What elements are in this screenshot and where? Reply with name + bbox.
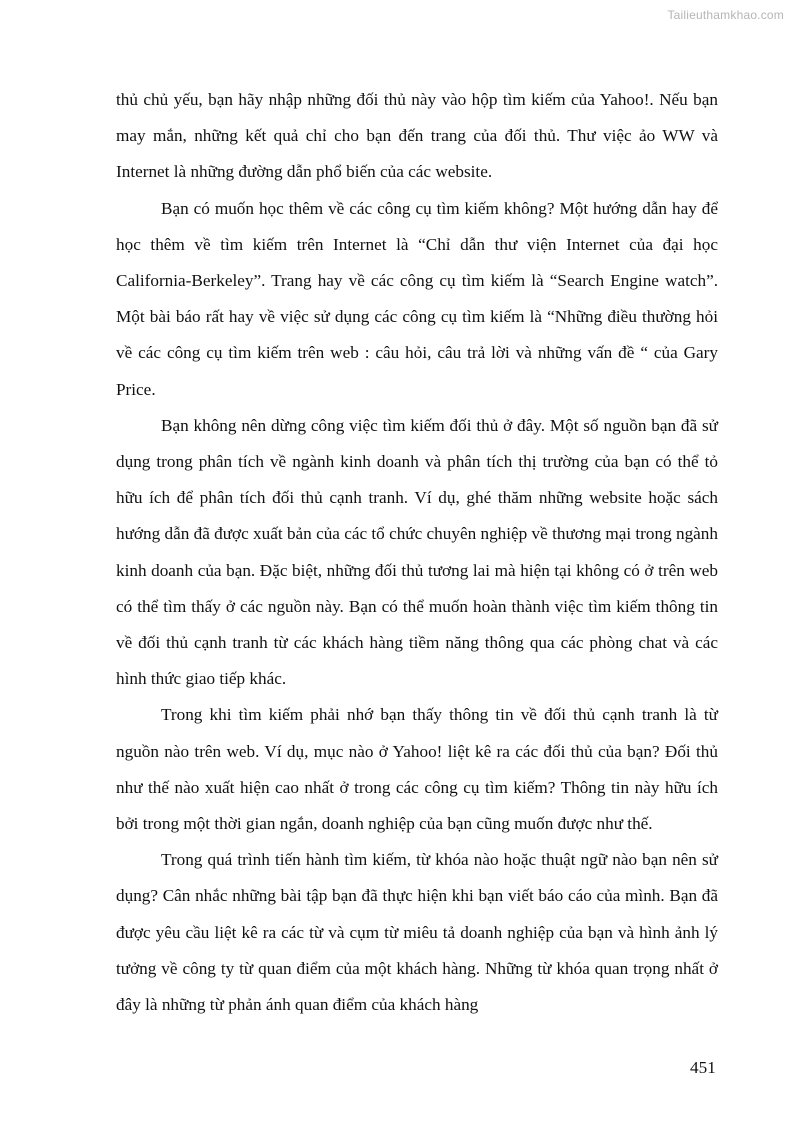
paragraph-continuation: thủ chủ yếu, bạn hãy nhập những đối thủ này vào hộp tìm kiếm của Yahoo!. Nếu bạn may mắn, những kết quả chỉ cho bạn đến trang của đối thủ. Thư việc ảo WW và Internet là những đường dẫn phổ biến của các website. bbox=[116, 90, 718, 182]
paragraph-other-sources: Bạn không nên dừng công việc tìm kiếm đối thủ ở đây. Một số nguồn bạn đã sử dụng trong phân tích về ngành kinh doanh và phân tích thị trường của bạn có thể tỏ hữu ích để phân tích đối thủ cạnh tranh. Ví dụ, ghé thăm những website hoặc sách hướng dẫn đã được xuất bản của các tổ chức chuyên nghiệp về thương mại trong ngành kinh doanh của bạn. Đặc biệt, những đối thủ tương lai mà hiện tại không có ở trên web có thể tìm thấy ở các nguồn này. Bạn có thể muốn hoàn thành việc tìm kiếm thông tin về đối thủ cạnh tranh từ các khách hàng tiềm năng thông qua các phòng chat và các hình thức giao tiếp khác. bbox=[116, 415, 718, 689]
document-body bbox=[116, 82, 718, 1023]
paragraph-search-tools: Bạn có muốn học thêm về các công cụ tìm kiếm không? Một hướng dẫn hay để học thêm về tìm kiếm trên Internet là “Chỉ dẫn thư viện Internet của đại học California-Berkeley”. Trang hay về các công cụ tìm kiếm là “Search Engine watch”. Một bài báo rất hay về việc sử dụng các công cụ tìm kiếm là “Những điều thường hỏi về các công cụ tìm kiếm trên web : câu hỏi, câu trả lời và những vấn đề “ của Gary Price. bbox=[116, 198, 718, 399]
watermark-text: Tailieuthamkhao.com bbox=[667, 8, 784, 22]
paragraph-keywords: Trong quá trình tiến hành tìm kiếm, từ khóa nào hoặc thuật ngữ nào bạn nên sử dụng? Cân nhắc những bài tập bạn đã thực hiện khi bạn viết báo cáo của mình. Bạn đã được yêu cầu liệt kê ra các từ và cụm từ miêu tả doanh nghiệp của bạn và hình ảnh lý tưởng về công ty từ quan điểm của một khách hàng. Những từ khóa quan trọng nhất ở đây là những từ phản ánh quan điểm của khách hàng bbox=[116, 850, 718, 1015]
page-number: 451 bbox=[690, 1058, 716, 1077]
paragraph-search-memory: Trong khi tìm kiếm phải nhớ bạn thấy thông tin về đối thủ cạnh tranh là từ nguồn nào trên web. Ví dụ, mục nào ở Yahoo! liệt kê ra các đối thủ của bạn? Đối thủ như thế nào xuất hiện cao nhất ở trong các công cụ tìm kiếm? Thông tin này hữu ích bởi trong một thời gian ngắn, doanh nghiệp của bạn cũng muốn được như thế. bbox=[116, 705, 718, 834]
